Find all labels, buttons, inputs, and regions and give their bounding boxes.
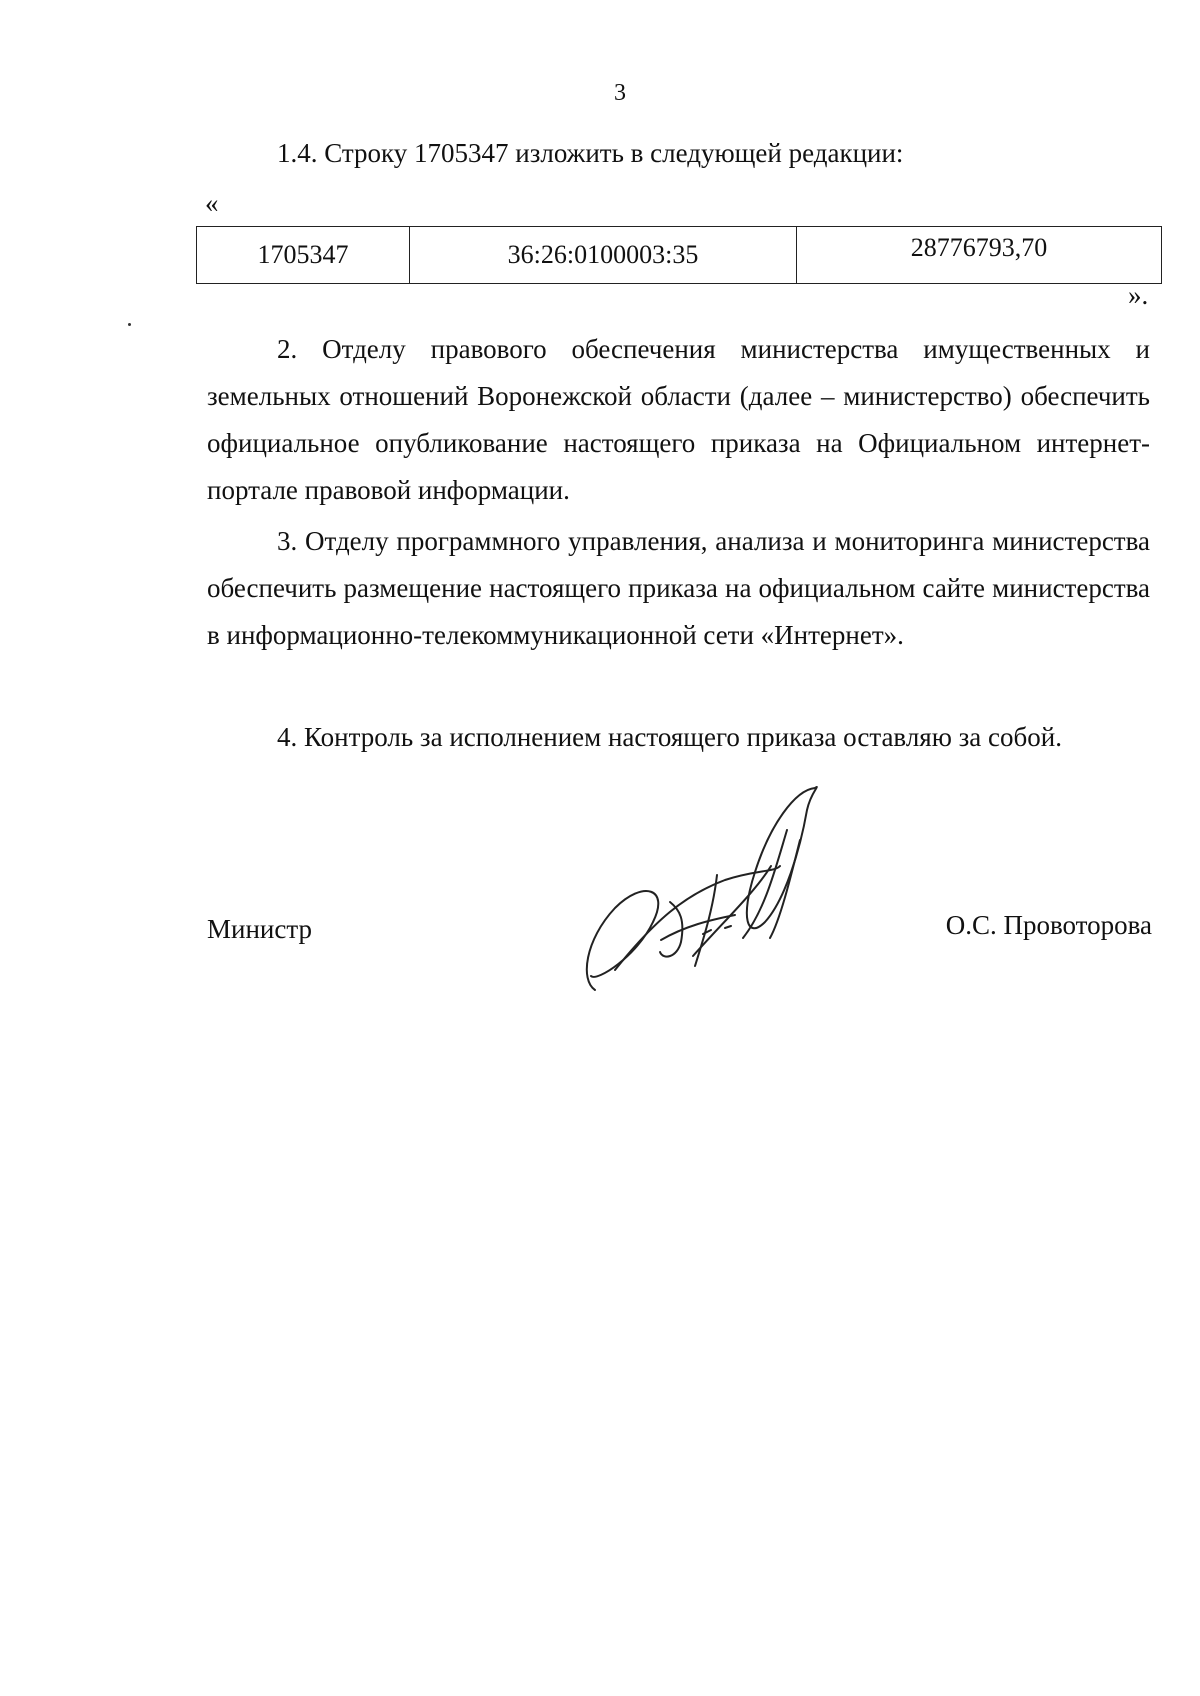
table-cell-cadastral-number: 36:26:0100003:35 xyxy=(410,227,797,284)
signer-title: Министр xyxy=(207,914,312,944)
open-quote: « xyxy=(205,188,219,218)
paragraph-2: 2. Отделу правового обеспечения министерства имущественных и земельных отношений Воронежской области (далее – министерство) обеспечить официальное опубликование настоящего приказа на Официальном интернет-портале правовой информации. xyxy=(207,334,1150,505)
page-number: 3 xyxy=(614,80,626,106)
table-cell-value: 28776793,70 xyxy=(797,227,1162,284)
paragraph-4: 4. Контроль за исполнением настоящего приказа оставляю за собой. xyxy=(277,722,1062,752)
stray-mark xyxy=(128,323,131,326)
paragraph-3: 3. Отделу программного управления, анализа и мониторинга министерства обеспечить размещение настоящего приказа на официальном сайте министерства в информационно-телекоммуникационной сети «Интернет». xyxy=(207,526,1150,650)
section-1-4-intro: 1.4. Строку 1705347 изложить в следующей редакции: xyxy=(277,138,904,168)
handwritten-signature xyxy=(575,780,865,995)
amendment-table xyxy=(196,226,1162,284)
close-quote: ». xyxy=(1128,280,1149,310)
signer-name: О.С. Провоторова xyxy=(945,910,1152,940)
table-cell-row-number: 1705347 xyxy=(197,227,410,284)
table-row xyxy=(197,227,1162,284)
